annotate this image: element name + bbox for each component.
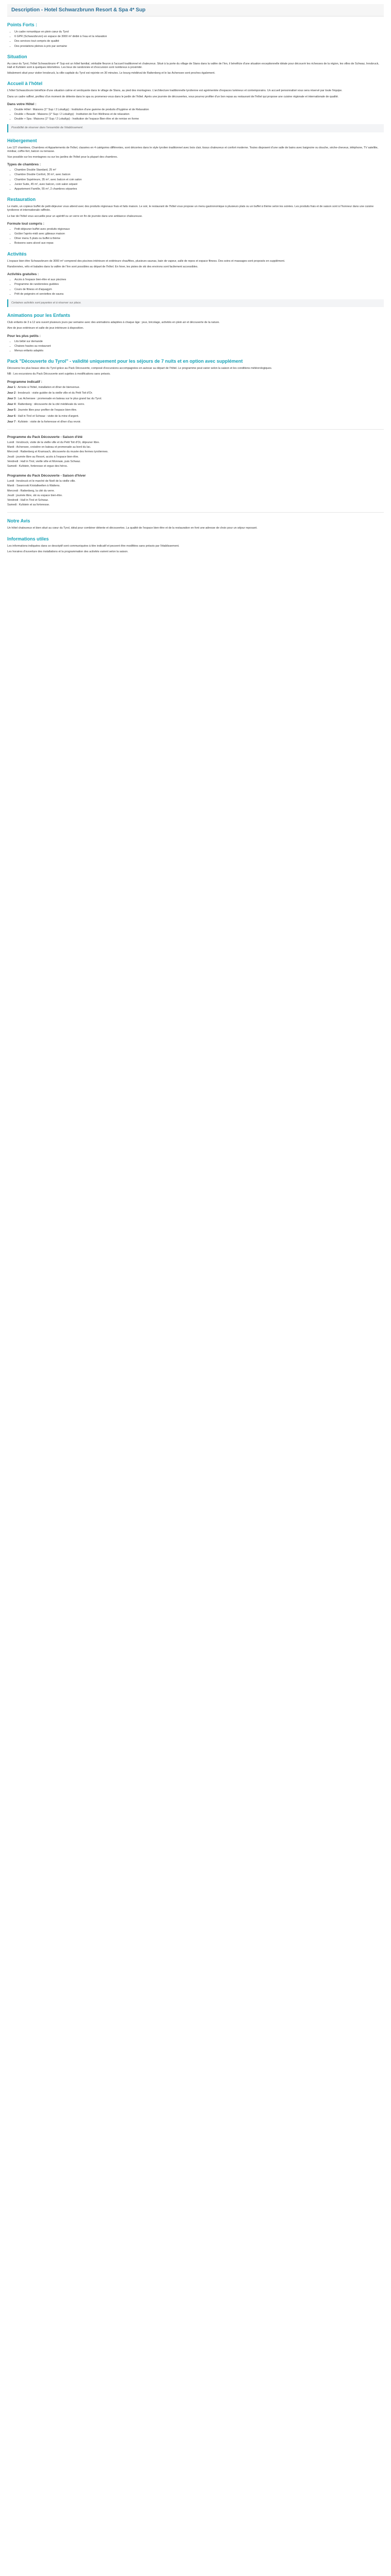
schedule-line: Lundi : Innsbruck et le marché de Noël de la vieille ville.	[7, 480, 76, 483]
bullet-list	[14, 278, 384, 296]
content	[7, 22, 384, 424]
day-label: Jour 6	[7, 414, 16, 418]
content-section	[7, 536, 384, 554]
day-label: Jour 7	[7, 420, 16, 423]
schedule-line: Jeudi : journée libre, ski ou espace bien-être.	[7, 494, 63, 497]
day-label: Jour 5	[7, 409, 16, 412]
day-text: Innsbruck : visite guidée de la vieille ville et du Petit Toit d'Or.	[18, 391, 93, 395]
program-day: Jour 4 : Rattenberg : découverte de la cité médiévale du verre.	[7, 403, 85, 406]
day-label: Jour 4	[7, 403, 16, 406]
program-day: Jour 1 : Arrivée à l'hôtel, installation et dîner de bienvenue.	[7, 385, 80, 389]
sub-heading: Programme indicatif :	[7, 380, 42, 384]
content-section	[7, 80, 384, 132]
schedule-line: Samedi : Kufstein et sa forteresse.	[7, 503, 50, 507]
list-item: • Junior Suite, 45 m², avec balcon, coin salon séparé	[14, 183, 384, 187]
bullet-list	[14, 340, 384, 353]
list-item: • Goûter l'après-midi avec gâteaux maison	[14, 232, 384, 236]
bullet-list	[14, 30, 384, 48]
paragraph: Idéalement situé pour visiter Innsbruck, la ville-capitale du Tyrol est rejointe en 30 minutes. Le bourg médiéval de Rattenberg et le lac Achensee sont proches également.	[7, 72, 216, 75]
paragraph: Aire de jeux extérieure et salle de jeux intérieure à disposition.	[7, 327, 84, 330]
list-item: • Dîner menu 5 plats ou buffet à thème	[14, 237, 384, 241]
list-item: • 6 GPR (Schwarzbrunn) en espace de 3000 m² dédié à l'eau et la relaxation	[14, 35, 384, 39]
paragraph: Dans un cadre raffiné, profitez d'un moment de détente dans le spa ou promenez-vous dans le jardin de l'hôtel. Après une journée de découvertes, vous pourrez profiter d'un bon repas au restaurant de l'hôtel qui propose une cuisine régionale et internationale de qualité.	[7, 95, 339, 98]
list-item: • Chambre Double Confort, 30 m², avec balcon	[14, 173, 384, 177]
paragraph: NB : Les excursions du Pack Découverte sont sujettes à modifications sans préavis.	[7, 372, 111, 376]
day-text: Kufstein : visite de la forteresse et dîner d'au revoir.	[18, 420, 82, 423]
day-text: Lac Achensee : promenade en bateau sur le plus grand lac du Tyrol.	[18, 397, 102, 400]
divider	[7, 512, 384, 513]
bullet-list	[14, 228, 384, 246]
list-item: • Appartement Famille, 55 m², 2 chambres séparées	[14, 188, 384, 191]
paragraph: Randonnées, vélo et balades dans la vallée de l'Inn sont possibles au départ de l'hôtel. En hiver, les pistes de ski des environs sont facilement accessibles.	[7, 265, 199, 268]
note: Possibilité de réserver dans l'ensemble de l'établissement.	[7, 124, 384, 132]
list-item: • Accès à l'espace bien-être et aux piscines	[14, 278, 384, 282]
schedule-line: Mercredi : Rattenberg, la cité du verre.	[7, 489, 55, 493]
schedule-line: Jeudi : journée libre au Resort, accès à l'espace bien-être.	[7, 455, 79, 459]
sub-heading: Formule tout compris :	[7, 222, 44, 226]
list-item: • Des prestations pleines à prix par semaine	[14, 45, 384, 48]
paragraph: Le bar de l'hôtel vous accueille pour un apéritif ou un verre en fin de journée dans une ambiance chaleureuse.	[7, 214, 143, 218]
list-item: • Double + Beauté : Maisons (1* Sup / 2 Lokaltyp) : Institution de Fen Wellness et de relaxation	[14, 113, 384, 116]
schedule-line: Mardi : Achensee, croisière en bateau et promenade au bord du lac.	[7, 446, 91, 449]
list-item: • Double + Spa : Maisons (1* Sup / 2 Lokaltyp) : Institution de l'espace Bien-être et de remise en forme	[14, 117, 384, 121]
schedule-line: Vendredi : Hall in Tirol, vieille ville et Monnaie, puis Schwaz.	[7, 460, 81, 463]
schedule-section	[7, 473, 384, 507]
section-heading: Activités	[7, 251, 27, 257]
list-item: • Boissons sans alcool aux repas	[14, 242, 384, 245]
paragraph: Vue possible sur les montagnes ou sur les jardins de l'hôtel pour la plupart des chambres.	[7, 156, 118, 159]
schedule-line: Lundi : Innsbruck, visite de la vieille ville et du Petit Toit d'Or, déjeuner libre.	[7, 440, 100, 444]
title-bar	[7, 4, 384, 16]
schedule-line: Samedi : Kufstein, forteresse et orgue des héros.	[7, 464, 68, 468]
content-section	[7, 54, 384, 76]
section-heading: Animations pour les Enfants	[7, 313, 71, 318]
day-text: Arrivée à l'hôtel, installation et dîner de bienvenue.	[18, 385, 80, 389]
section-heading: Notre Avis	[7, 518, 30, 524]
paragraph: Découvrez les plus beaux sites du Tyrol grâce au Pack Découverte, composé d'excursions accompagnées en autocar au départ de l'hôtel. Le programme peut varier selon la saison et les conditions météorologiques.	[7, 367, 272, 370]
section-heading: Hébergement	[7, 138, 37, 143]
list-item: • Lits bébé sur demande	[14, 340, 384, 344]
list-item: • Chaises hautes au restaurant	[14, 345, 384, 348]
paragraph: Les horaires d'ouverture des installations et la programmation des activités varient selon la saison.	[7, 550, 128, 553]
list-item: • Chambre Supérieure, 35 m², avec balcon et coin salon	[14, 178, 384, 182]
list-item: • Cours de fitness et d'aquagym	[14, 288, 384, 292]
schedule-heading: Programme du Pack Découverte - Saison d'été	[7, 435, 83, 439]
section-heading: Situation	[7, 54, 27, 59]
content-section	[7, 22, 384, 48]
list-item: • Des services tout compris de qualité	[14, 40, 384, 43]
paragraph: L'hôtel Schwarzbrunn bénéficie d'une situation calme et verdoyante dans le village de Stans, au pied des montagnes. L'architecture traditionnelle tyrolienne est agrémentée d'espaces lumineux et contemporains. Un accueil personnalisé vous sera réservé par toute l'équipe.	[7, 89, 343, 93]
sub-heading: Activités gratuites :	[7, 273, 39, 277]
section-heading: Pack "Découverte du Tyrol" - validité uniquement pour les séjours de 7 nuits et en option avec supplément	[7, 359, 243, 364]
content-section	[7, 251, 384, 307]
section-heading: Points Forts :	[7, 22, 37, 27]
schedule-line: Mercredi : Rattenberg et Kramsach, découverte du musée des fermes tyroliennes.	[7, 450, 108, 454]
note: Certaines activités sont payantes et à réserver sur place.	[7, 299, 384, 307]
page-title: Description - Hotel Schwarzbrunn Resort & Spa 4* Sup	[11, 7, 146, 13]
day-label: Jour 3	[7, 397, 16, 400]
paragraph: L'espace bien-être Schwarzbrunn de 3000 m² comprend des piscines intérieure et extérieure chauffées, plusieurs saunas, bain de vapeur, salle de repos et espace fitness. Des soins et massages sont proposés en supplément.	[7, 259, 285, 263]
paragraph: Au cœur du Tyrol, l'hôtel Schwarzbrunn 4* Sup est un hôtel familial, véritable fleuron à l'accueil traditionnel et chaleureux. Situé à la porte du village de Stans dans la vallée de l'Inn, il bénéficie d'une situation exceptionnelle idéale pour découvrir les richesses de la région, les villes de Schwaz, Innsbruck, Hall et Kufstein sont à quelques kilomètres. Les lieux de randonnée et d'excursion sont nombreux à proximité.	[7, 62, 379, 70]
schedule-line: Vendredi : Hall in Tirol et Schwaz.	[7, 498, 49, 502]
list-item: • Petit-déjeuner buffet avec produits régionaux	[14, 228, 384, 231]
content-section	[7, 358, 384, 424]
sub-heading: Pour les plus petits :	[7, 334, 41, 338]
sub-heading: Types de chambres :	[7, 163, 41, 167]
divider	[7, 429, 384, 430]
content-section	[7, 138, 384, 192]
paragraph: Le matin, un copieux buffet de petit-déjeuner vous attend avec des produits régionaux frais et faits maison. Le soir, le restaurant de l'hôtel vous propose un menu gastronomique à plusieurs plats ou un buffet à thème selon les soirées. Les produits frais et de saison sont à l'honneur dans une cuisine tyrolienne et internationale raffinée.	[7, 205, 374, 212]
list-item: • Programme de randonnées guidées	[14, 283, 384, 286]
paragraph: Les 127 chambres, Chambres et Appartements de l'hôtel, classées en 4 catégories différentes, sont décorées dans le style tyrolien traditionnel avec bois clair, tissus chaleureux et confort moderne. Toutes disposent d'une salle de bains avec baignoire ou douche, sèche-cheveux, téléphone, TV satellite, minibar, coffre-fort, balcon ou terrasse.	[7, 146, 379, 153]
day-text: Rattenberg : découverte de la cité médiévale du verre.	[18, 403, 85, 406]
section-heading: Restauration	[7, 197, 36, 202]
sub-heading: Dans votre Hôtel :	[7, 102, 37, 106]
list-item: • Prêt de peignoirs et serviettes de sauna	[14, 293, 384, 296]
day-label: Jour 2	[7, 391, 16, 395]
paragraph: Un hôtel chaleureux et bien situé au cœur du Tyrol, idéal pour combiner détente et découvertes. La qualité de l'espace bien-être et de la restauration en font une adresse de choix pour un séjour reposant.	[7, 527, 257, 530]
list-item: • Chambre Double Standard, 25 m²	[14, 168, 384, 172]
section-heading: Accueil à l'hôtel	[7, 81, 43, 87]
paragraph: Club enfants de 3 à 12 ans ouvert plusieurs jours par semaine avec des animations adaptées à chaque âge : jeux, bricolage, activités en plein air et découverte de la nature.	[7, 321, 220, 325]
content-section	[7, 312, 384, 353]
list-item: • Double Hôtel : Maisons (1* Sup / 2 Lokaltyp) : Institution d'une gamme de produits d'hygiène et de Relaxation	[14, 108, 384, 112]
schedule-heading: Programme du Pack Découverte - Saison d'hiver	[7, 474, 86, 478]
bullet-list	[14, 168, 384, 191]
program-day: Jour 3 : Lac Achensee : promenade en bateau sur le plus grand lac du Tyrol.	[7, 397, 102, 400]
paragraph: Les informations indiquées dans ce descriptif sont communiquées à titre indicatif et peuvent être modifiées sans préavis par l'établissement.	[7, 544, 180, 548]
program-day: Jour 2 : Innsbruck : visite guidée de la vieille ville et du Petit Toit d'Or.	[7, 391, 93, 395]
section-heading: Informations utiles	[7, 536, 49, 541]
list-item: • Un cadre romantique en plein cœur du Tyrol	[14, 30, 384, 34]
content-section	[7, 196, 384, 245]
program-day: Jour 7 : Kufstein : visite de la forteresse et dîner d'au revoir.	[7, 420, 82, 423]
program-day: Jour 6 : Hall in Tirol et Schwaz : visite de la mine d'argent.	[7, 414, 79, 418]
content-section	[7, 518, 384, 530]
list-item: • Menus enfants adaptés	[14, 349, 384, 353]
day-label: Jour 1	[7, 385, 16, 389]
schedule-section	[7, 435, 384, 468]
schedule-line: Mardi : Swarovski Kristallwelten à Wattens.	[7, 484, 60, 488]
day-text: Journée libre pour profiter de l'espace bien-être.	[18, 409, 77, 412]
bullet-list	[14, 108, 384, 122]
day-text: Hall in Tirol et Schwaz : visite de la mine d'argent.	[18, 414, 79, 418]
final-sections	[7, 518, 384, 554]
program-day: Jour 5 : Journée libre pour profiter de l'espace bien-être.	[7, 409, 77, 412]
schedules	[7, 435, 384, 507]
